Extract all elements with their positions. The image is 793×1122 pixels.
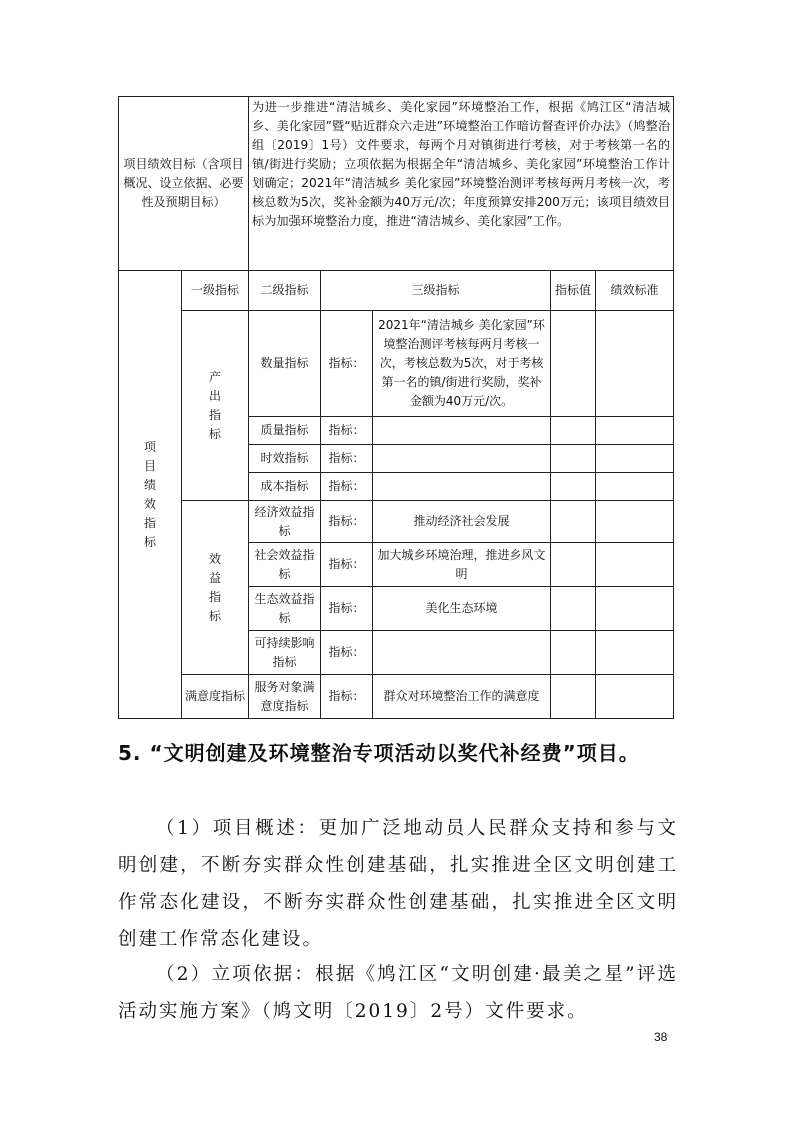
ecological-text: 美化生态环境: [373, 587, 551, 631]
satisfaction-label: 满意度指标: [182, 675, 249, 719]
standard-cell: [596, 417, 674, 445]
benefit-label: 效 益 指 标: [182, 501, 249, 675]
indicator-prefix: 指标：: [321, 631, 373, 675]
header-level3: 三级指标: [321, 271, 551, 311]
page-number: 38: [654, 1030, 668, 1044]
quantity-name: 数量指标: [249, 311, 321, 417]
standard-cell: [596, 631, 674, 675]
paragraph-overview: （1）项目概述：更加广泛地动员人民群众支持和参与文明创建，不断夯实群众性创建基础，扎实推进全区文明创建工作常态化建设，不断夯实群众性创建基础，扎实推进全区文明创建工作常态化建设。: [118, 818, 678, 950]
ecological-name: 生态效益指标: [249, 587, 321, 631]
value-cell: [551, 631, 596, 675]
economic-text: 推动经济社会发展: [373, 501, 551, 543]
standard-cell: [596, 501, 674, 543]
goal-label: 项目绩效目标（含项目概况、设立依据、必要性及预期目标）: [119, 97, 249, 271]
quality-text: [373, 417, 551, 445]
side-label: 项 目 绩 效 指 标: [119, 271, 182, 719]
indicator-prefix: 指标：: [321, 675, 373, 719]
indicator-prefix: 指标：: [321, 587, 373, 631]
indicator-prefix: 指标：: [321, 543, 373, 587]
standard-cell: [596, 311, 674, 417]
service-text: 群众对环境整治工作的满意度: [373, 675, 551, 719]
timeliness-name: 时效指标: [249, 445, 321, 473]
standard-cell: [596, 587, 674, 631]
service-name: 服务对象满意度指标: [249, 675, 321, 719]
value-cell: [551, 543, 596, 587]
cost-name: 成本指标: [249, 473, 321, 501]
sustainable-name: 可持续影响指标: [249, 631, 321, 675]
paragraph-basis: （2）立项依据：根据《鸠江区“文明创建·最美之星”评选活动实施方案》（鸠文明〔2019〕2号）文件要求。: [118, 964, 678, 1022]
performance-table: [118, 96, 674, 719]
standard-cell: [596, 473, 674, 501]
quality-name: 质量指标: [249, 417, 321, 445]
output-label: 产 出 指 标: [182, 311, 249, 501]
standard-cell: [596, 675, 674, 719]
indicator-prefix: 指标：: [321, 473, 373, 501]
standard-cell: [596, 543, 674, 587]
value-cell: [551, 675, 596, 719]
indicator-prefix: 指标：: [321, 417, 373, 445]
header-standard: 绩效标准: [596, 271, 674, 311]
standard-cell: [596, 445, 674, 473]
header-level2: 二级指标: [249, 271, 321, 311]
header-level1: 一级指标: [182, 271, 249, 311]
indicator-prefix: 指标：: [321, 445, 373, 473]
goal-text: 为进一步推进“清洁城乡、美化家园”环境整治工作，根据《鸠江区“清洁城乡、美化家园”暨“贴近群众六走进”环境整治工作暗访督查评价办法》（鸠整治组〔2019〕1号）文件要求，每两个月对镇街进行考核，对于考核第一名的镇/街进行奖励；立项依据为根据全年“清洁城乡、美化家园”环境整治工作计划确定；2021年“清洁城乡 美化家园”环境整治测评考核每两月考核一次，考核总数为5次，奖补金额为40万元/次；年度预算安排200万元；该项目绩效目标为加强环境整治力度，推进“清洁城乡、美化家园”工作。: [249, 97, 674, 271]
sustainable-text: [373, 631, 551, 675]
value-cell: [551, 587, 596, 631]
indicator-prefix: 指标：: [321, 311, 373, 417]
section-heading: 5. “文明创建及环境整治专项活动以奖代补经费”项目。: [118, 741, 640, 765]
value-cell: [551, 445, 596, 473]
header-value: 指标值: [551, 271, 596, 311]
social-name: 社会效益指标: [249, 543, 321, 587]
economic-name: 经济效益指标: [249, 501, 321, 543]
cost-text: [373, 473, 551, 501]
value-cell: [551, 501, 596, 543]
value-cell: [551, 311, 596, 417]
indicator-prefix: 指标：: [321, 501, 373, 543]
value-cell: [551, 473, 596, 501]
quantity-text: 2021年“清洁城乡 美化家园”环境整治测评考核每两月考核一次，考核总数为5次，对于考核第一名的镇/街进行奖励，奖补金额为40万元/次。: [373, 311, 551, 417]
social-text: 加大城乡环境治理，推进乡风文明: [373, 543, 551, 587]
timeliness-text: [373, 445, 551, 473]
value-cell: [551, 417, 596, 445]
